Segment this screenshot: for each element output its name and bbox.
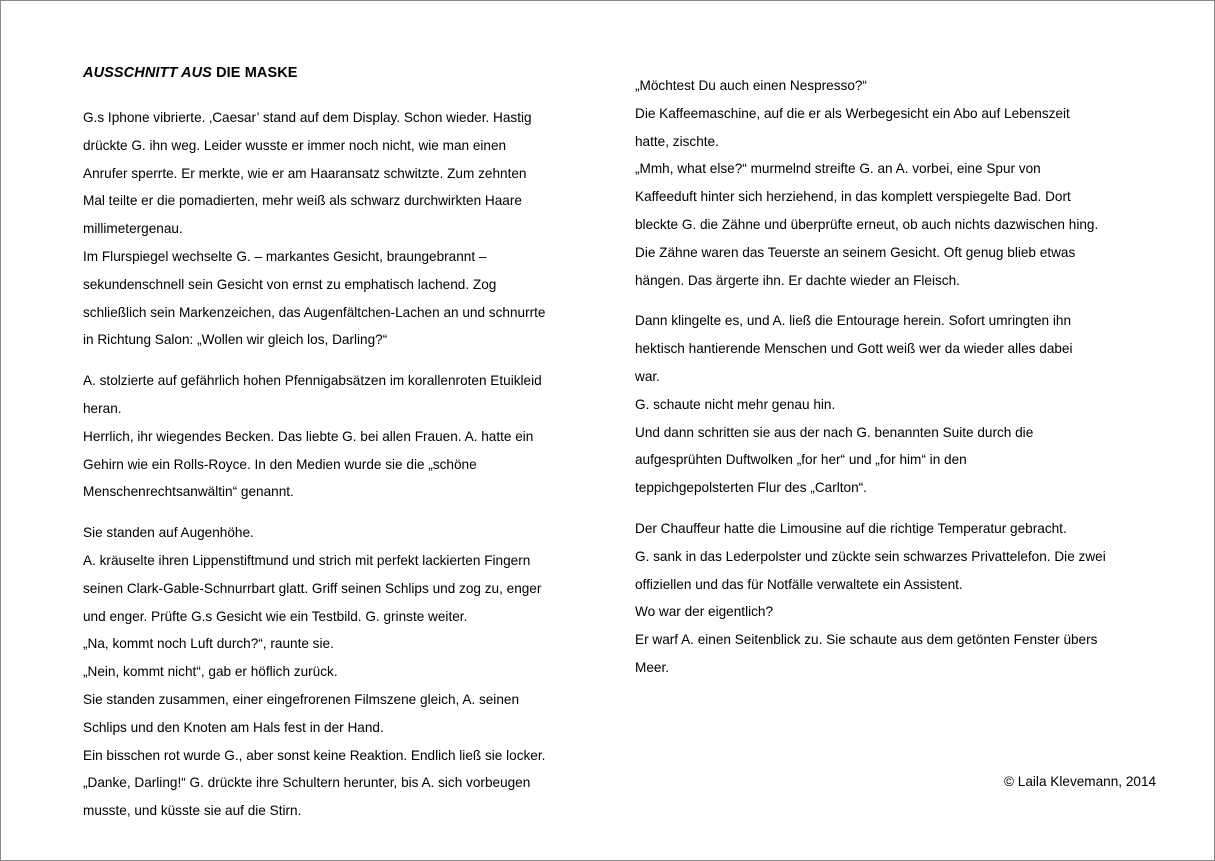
text-line: in Richtung Salon: „Wollen wir gleich los, Darling?“ [83,332,388,348]
text-line: „Nein, kommt nicht“, gab er höflich zurück. [83,664,338,680]
text-line: hektisch hantierende Menschen und Gott weiß wer da wieder alles dabei [635,341,1073,357]
text-line: Ein bisschen rot wurde G., aber sonst keine Reaktion. Endlich ließ sie locker. [83,747,546,763]
text-line: G.s Iphone vibrierte. ‚Caesar’ stand auf dem Display. Schon wieder. Hastig [83,110,532,125]
paragraph [635,515,1115,682]
copyright-notice: © Laila Klevemann, 2014 [1004,774,1157,789]
paragraph [635,72,1115,294]
text-line: A. kräuselte ihren Lippenstiftmund und strich mit perfekt lackierten Fingern [83,552,531,568]
page-title [83,65,298,81]
text-line: offiziellen und das für Notfälle verwaltete ein Assistent. [635,576,963,592]
text-line: „Möchtest Du auch einen Nespresso?“ [635,78,867,93]
text-line: G. schaute nicht mehr genau hin. [635,396,836,412]
paragraph [635,307,1115,502]
text-line: A. stolzierte auf gefährlich hohen Pfennigabsätzen im korallenroten Etuikleid [83,373,542,389]
text-line: „Mmh, what else?“ murmelnd streifte G. an A. vorbei, eine Spur von [635,161,1041,177]
text-line: heran. [83,400,122,416]
text-line: seinen Clark-Gable-Schnurrbart glatt. Griff seinen Schlips und zog zu, enger [83,580,542,596]
paragraph [83,104,563,354]
title-main-part: DIE MASKE [216,65,298,81]
text-line: Sie standen auf Augenhöhe. [83,525,254,541]
text-line: Mal teilte er die pomadierten, mehr weiß als schwarz durchwirkten Haare [83,193,522,209]
title-italic-part: AUSSCHNITT AUS [83,65,212,81]
paragraph [83,519,563,825]
text-line: drückte G. ihn weg. Leider wusste er immer noch nicht, wie man einen [83,137,507,153]
text-line: „Na, kommt noch Luft durch?“, raunte sie. [83,636,334,652]
text-line: bleckte G. die Zähne und überprüfte erneut, ob auch nichts dazwischen hing. [635,216,1099,232]
text-line: Der Chauffeur hatte die Limousine auf die richtige Temperatur gebracht. [635,520,1067,536]
text-line: Menschenrechtsanwältin“ genannt. [83,484,294,500]
text-line: Gehirn wie ein Rolls-Royce. In den Medien wurde sie die „schöne [83,456,477,472]
text-line: millimetergenau. [83,221,183,237]
text-line: hatte, zischte. [635,133,719,149]
text-line: „Danke, Darling!“ G. drückte ihre Schultern herunter, bis A. sich vorbeugen [83,775,531,791]
text-line: war. [635,368,660,384]
right-text-column [635,72,1115,695]
text-line: Meer. [635,659,669,675]
paragraph [83,367,563,506]
text-line: Wo war der eigentlich? [635,604,774,620]
text-line: Im Flurspiegel wechselte G. – markantes Gesicht, braungebrannt – [83,248,487,264]
text-line: sekundenschnell sein Gesicht von ernst zu emphatisch lachend. Zog [83,276,497,292]
text-line: musste, und küsste sie auf die Stirn. [83,803,302,819]
text-line: Anrufer sperrte. Er merkte, wie er am Haaransatz schwitzte. Zum zehnten [83,165,527,181]
text-line: Die Zähne waren das Teuerste an seinem Gesicht. Oft genug blieb etwas [635,244,1076,260]
text-line: aufgesprühten Duftwolken „for her“ und „for him“ in den [635,452,967,468]
left-text-column [83,104,563,838]
text-line: Und dann schritten sie aus der nach G. benannten Suite durch die [635,424,1034,440]
text-line: teppichgepolsterten Flur des „Carlton“. [635,480,867,496]
text-line: Herrlich, ihr wiegendes Becken. Das liebte G. bei allen Frauen. A. hatte ein [83,428,534,444]
text-line: schließlich sein Markenzeichen, das Augenfältchen-Lachen an und schnurrte [83,304,546,320]
text-line: Die Kaffeemaschine, auf die er als Werbegesicht ein Abo auf Lebenszeit [635,105,1070,121]
text-line: G. sank in das Lederpolster und zückte sein schwarzes Privattelefon. Die zwei [635,548,1106,564]
text-line: Sie standen zusammen, einer eingefrorenen Filmszene gleich, A. seinen [83,691,520,707]
text-line: Er warf A. einen Seitenblick zu. Sie schaute aus dem getönten Fenster übers [635,632,1098,648]
text-line: Schlips und den Knoten am Hals fest in der Hand. [83,719,384,735]
text-line: Kaffeeduft hinter sich herziehend, in das komplett verspiegelte Bad. Dort [635,189,1071,205]
text-line: hängen. Das ärgerte ihn. Er dachte wieder an Fleisch. [635,272,960,288]
text-line: und enger. Prüfte G.s Gesicht wie ein Testbild. G. grinste weiter. [83,608,468,624]
text-line: Dann klingelte es, und A. ließ die Entourage herein. Sofort umringten ihn [635,313,1072,329]
